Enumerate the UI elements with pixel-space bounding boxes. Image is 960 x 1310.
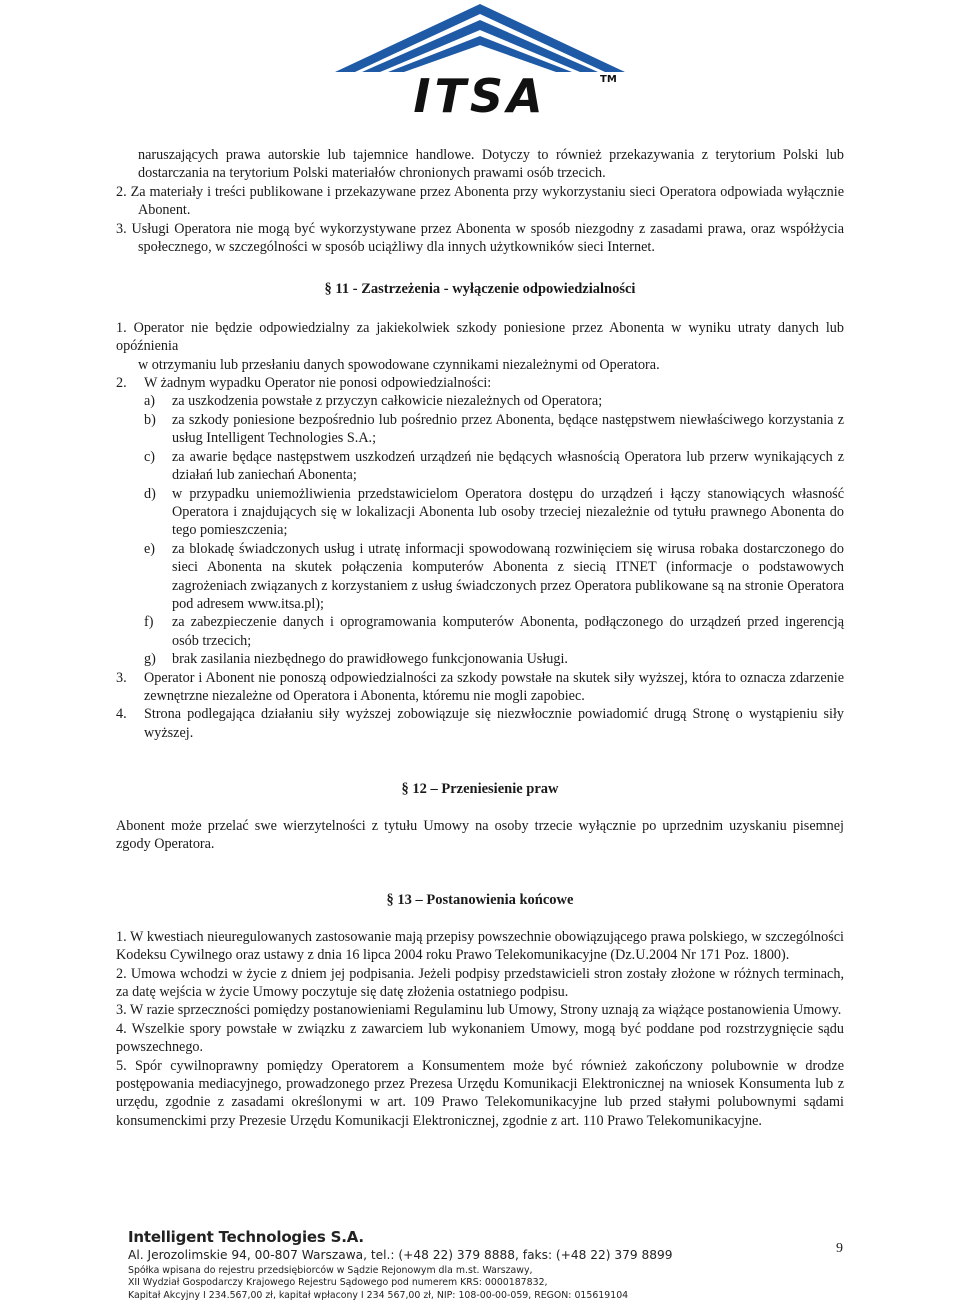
sub-marker: a) [144, 393, 156, 410]
sub-item-a [144, 392, 844, 410]
section-13-item-2: 2. Umowa wchodzi w życie z dniem jej podpisania. Jeżeli podpisy przedstawicieli stron zostały złożone w różnych terminach, za datę wejścia w życie Umowy poczytuje się datę złożenia ostatniego podpisu. [116, 965, 844, 1001]
sub-item-e [144, 540, 844, 614]
page-number: 9 [836, 1241, 843, 1256]
list-text: Operator i Abonent nie ponoszą odpowiedzialności za szkody powstałe na skutek siły wyższej, która to oznacza zdarzenie zewnętrzne niezależne od Operatora i Abonenta, któremu nie mogli zapobiec. [144, 669, 844, 704]
section-11-item-1-cont: w otrzymaniu lub przesłaniu danych spowodowane czynnikami niezależnymi od Operatora. [138, 356, 660, 373]
section-12-body: Abonent może przelać swe wierzytelności z tytułu Umowy na osoby trzecie wyłącznie po uprzednim uzyskaniu pisemnej zgody Operatora. [116, 817, 844, 852]
footer-reg-line-2: XII Wydział Gospodarczy Krajowego Rejestru Sądowego pod numerem KRS: 0000187832, [128, 1277, 548, 1289]
section-11-item-2 [116, 374, 844, 392]
sub-marker: d) [144, 485, 156, 502]
footer-address: Al. Jerozolimskie 94, 00-807 Warszawa, tel.: (+48 22) 379 8888, faks: (+48 22) 379 8899 [128, 1248, 673, 1262]
list-marker: 4. [116, 706, 127, 723]
itsa-logo [300, 0, 660, 120]
paragraph-continued: naruszających prawa autorskie lub tajemnice handlowe. Dotyczy to również przekazywania z terytorium Polski lub dostarczania na terytorium Polski materiałów chronionych prawami osób trzecich. [138, 147, 844, 182]
section-13-title: § 13 – Postanowienia końcowe [386, 892, 574, 909]
section-11-item-4 [116, 705, 844, 742]
sub-text: za szkody poniesione bezpośrednio lub pośrednio przez Abonenta, będące następstwem niewłaściwego korzystania z usług Intelligent Technologies S.A.; [172, 411, 844, 447]
footer-reg-line-3: Kapitał Akcyjny I 234.567,00 zł, kapitał wpłacony I 234 567,00 zł, NIP: 108-00-00-059, REGON: 015619104 [128, 1289, 629, 1301]
footer-reg-line-1: Spółka wpisana do rejestru przedsiębiorców w Sądzie Rejonowym dla m.st. Warszawy, [128, 1265, 533, 1276]
sub-item-d [144, 485, 844, 540]
section-11-title: § 11 - Zastrzeżenia - wyłączenie odpowiedzialności [324, 281, 636, 298]
list-text: Strona podlegająca działaniu siły wyższej zobowiązuje się niezwłocznie powiadomić drugą Stronę o wystąpieniu siły wyższej. [144, 706, 844, 741]
section-11-item-1: 1. Operator nie będzie odpowiedzialny za jakiekolwiek szkody poniesione przez Abonenta w wyniku utraty danych lub opóźnienia [116, 319, 844, 355]
document-body [116, 146, 844, 1130]
section-13-item-5: 5. Spór cywilnoprawny pomiędzy Operatorem a Konsumentem może być również zakończony polubownie w drodze postępowania mediacyjnego, prowadzonego przez Prezesa Urzędu Komunikacji Elektronicznej na wniosek Konsumenta lub z urzędu, zgodnie z zasadami określonymi w art. 109 Prawo Telekomunikacyjne lub przed stałymi polubownymi sądami konsumenckimi przy Prezesie Urzędu Komunikacji Elektronicznej, zgodnie z art. 110 Prawo Telekomunikacyjne. [116, 1057, 844, 1129]
sub-item-f [144, 613, 844, 650]
section-12-title: § 12 – Przeniesienie praw [401, 781, 559, 798]
list-text: W żadnym wypadku Operator nie ponosi odpowiedzialności: [144, 375, 492, 392]
sub-marker: b) [144, 411, 156, 428]
sub-text: za zabezpieczenie danych i oprogramowania komputerów Abonenta, podłączonego do urządzeń przed ingerencją osób trzecich; [172, 614, 844, 649]
sub-text: brak zasilania niezbędnego do prawidłowego funkcjonowania Usługi. [172, 651, 568, 668]
sub-marker: c) [144, 448, 156, 465]
section-13-item-4: 4. Wszelkie spory powstałe w związku z zawarciem lub wykonaniem Umowy, mogą być poddane pod rozstrzygnięcie sądu powszechnego. [116, 1020, 844, 1056]
sub-marker: f) [144, 614, 154, 631]
logo-graphic [300, 0, 660, 120]
page-footer [128, 1228, 868, 1310]
sub-item-c [144, 448, 844, 485]
list-marker: 3. [116, 669, 127, 686]
sub-text: za blokadę świadczonych usług i utratę informacji spowodowaną rozwinięciem się wirusa robaka dostarczonego do sieci Abonenta na skutek połączenia komputerów Abonenta z siecią ITNET (informacje o podstawowych zagrożeniach związanych z korzystaniem z usług świadczonych przez Operatora publikowane są na stronie Operatora pod adresem www.itsa.pl); [172, 540, 844, 612]
footer-company: Intelligent Technologies S.A. [128, 1228, 364, 1246]
sub-text: za awarie będące następstwem uszkodzeń urządzeń nie będących własnością Operatora lub przerw wynikających z działań lub zaniechań Abonenta; [172, 448, 844, 484]
sub-item-b [144, 411, 844, 448]
sub-marker: g) [144, 651, 156, 668]
sub-text: w przypadku uniemożliwienia przedstawicielom Operatora dostępu do urządzeń i łączy stanowiących własność Operatora i znajdujących się w lokalizacji Abonenta lub osoby trzeciej niezależnie od tytułu prawnego Abonenta do tego pomieszczenia; [172, 485, 844, 539]
sub-item-g [144, 650, 844, 668]
section-13-item-3: 3. W razie sprzeczności pomiędzy postanowieniami Regulaminu lub Umowy, Strony uznają za wiążące postanowienia Umowy. [116, 1002, 842, 1019]
section-11-item-3 [116, 669, 844, 706]
sub-text: za uszkodzenia powstałe z przyczyn całkowicie niezależnych od Operatora; [172, 393, 603, 410]
section-13-item-1: 1. W kwestiach nieuregulowanych zastosowanie mają przepisy powszechnie obowiązującego prawa polskiego, w szczególności Kodeksu Cywilnego oraz ustawy z dnia 16 lipca 2004 roku Prawo Telekomunikacyjne (Dz.U.2004 Nr 171 Poz. 1800). [116, 928, 844, 964]
logo-text: ITSA [413, 69, 547, 120]
list-marker: 2. [116, 375, 127, 392]
footer-registration [128, 1265, 868, 1302]
logo-tm: TM [600, 74, 617, 85]
paragraph-2: 2. Za materiały i treści publikowane i przekazywane przez Abonenta przy wykorzystaniu sieci Operatora odpowiada wyłącznie Abonent. [116, 183, 844, 219]
sub-marker: e) [144, 540, 156, 557]
paragraph-3: 3. Usługi Operatora nie mogą być wykorzystywane przez Abonenta w sposób niezgodny z zasadami prawa, oraz współżycia społecznego, w szczególności w sposób uciążliwy dla innych użytkowników sieci Internet. [116, 220, 844, 256]
